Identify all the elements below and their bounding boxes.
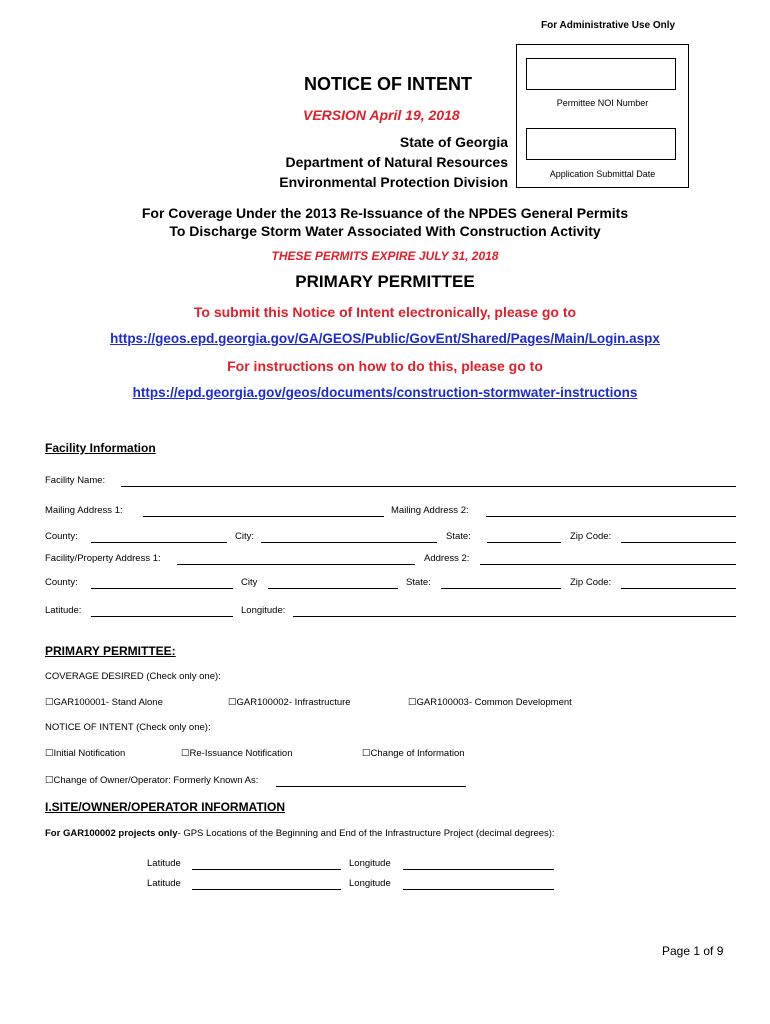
checkbox-icon[interactable]: ☐ bbox=[45, 748, 54, 759]
noi-change-info-label: Change of Information bbox=[370, 748, 465, 759]
admin-box bbox=[516, 44, 689, 188]
version-label: VERSION April 19, 2018 bbox=[303, 107, 460, 123]
mailing-address-1-field[interactable] bbox=[143, 516, 384, 517]
admin-use-label: For Administrative Use Only bbox=[541, 20, 676, 31]
longitude-label: Longitude: bbox=[241, 605, 286, 616]
page-title: NOTICE OF INTENT bbox=[304, 74, 472, 94]
primary-permittee-heading: PRIMARY PERMITTEE: bbox=[45, 644, 176, 658]
coverage-line-2: To Discharge Storm Water Associated With Construction Activity bbox=[169, 223, 601, 239]
checkbox-icon[interactable]: ☐ bbox=[408, 697, 417, 708]
gps-latitude-2-label: Latitude bbox=[147, 878, 181, 889]
city-label: City: bbox=[235, 531, 254, 542]
mailing-address-2-label: Mailing Address 2: bbox=[391, 505, 469, 516]
noi-change-owner-label: Change of Owner/Operator: Formerly Known As: bbox=[53, 775, 259, 786]
checkbox-icon[interactable]: ☐ bbox=[228, 697, 237, 708]
option-gar100003-label: GAR100003- Common Development bbox=[416, 697, 572, 708]
state-label: State: bbox=[446, 531, 471, 542]
page-number: Page 1 of 9 bbox=[662, 944, 724, 958]
gps-latitude-1-field[interactable] bbox=[192, 869, 341, 870]
gps-longitude-1-field[interactable] bbox=[403, 869, 554, 870]
noi-change-info[interactable] bbox=[362, 748, 465, 759]
state-field[interactable] bbox=[487, 542, 561, 543]
latitude-label: Latitude: bbox=[45, 605, 82, 616]
state-name: State of Georgia bbox=[399, 134, 508, 150]
zip-2-field[interactable] bbox=[621, 588, 736, 589]
instructions-link[interactable]: https://epd.georgia.gov/geos/documents/construction-stormwater-instructions bbox=[132, 385, 638, 400]
checkbox-icon[interactable]: ☐ bbox=[45, 775, 54, 786]
facility-heading: Facility Information bbox=[45, 441, 156, 455]
option-gar100001[interactable] bbox=[45, 697, 163, 708]
address-2-field[interactable] bbox=[480, 564, 736, 565]
mailing-address-2-field[interactable] bbox=[486, 516, 736, 517]
submittal-date-field[interactable] bbox=[526, 128, 676, 160]
gps-bold-text: For GAR100002 projects only bbox=[45, 828, 178, 839]
submit-text: To submit this Notice of Intent electronically, please go to bbox=[193, 304, 577, 320]
gps-rest-text: - GPS Locations of the Beginning and End of the Infrastructure Project (decimal degrees): bbox=[177, 828, 555, 839]
city-2-label: City bbox=[241, 577, 258, 588]
coverage-desired-label: COVERAGE DESIRED (Check only one): bbox=[45, 671, 221, 682]
noi-initial[interactable] bbox=[45, 748, 125, 759]
checkbox-icon[interactable]: ☐ bbox=[362, 748, 371, 759]
property-address-label: Facility/Property Address 1: bbox=[45, 553, 161, 564]
noi-reissuance[interactable] bbox=[181, 748, 293, 759]
county-field[interactable] bbox=[91, 542, 227, 543]
gps-longitude-1-label: Longitude bbox=[349, 858, 391, 869]
facility-name-field[interactable] bbox=[121, 486, 736, 487]
formerly-known-as-field[interactable] bbox=[276, 786, 466, 787]
option-gar100001-label: GAR100001- Stand Alone bbox=[53, 697, 163, 708]
noi-label: NOTICE OF INTENT (Check only one): bbox=[45, 722, 211, 733]
zip-field[interactable] bbox=[621, 542, 736, 543]
zip-label: Zip Code: bbox=[570, 531, 612, 542]
geos-login-link[interactable]: https://geos.epd.georgia.gov/GA/GEOS/Public/GovEnt/Shared/Pages/Main/Login.aspx bbox=[110, 331, 660, 346]
option-gar100003[interactable] bbox=[408, 697, 572, 708]
address-2-label: Address 2: bbox=[424, 553, 470, 564]
submittal-date-label: Application Submittal Date bbox=[549, 169, 656, 179]
property-address-field[interactable] bbox=[177, 564, 415, 565]
noi-initial-label: Initial Notification bbox=[53, 748, 126, 759]
latitude-field[interactable] bbox=[91, 616, 233, 617]
county-2-field[interactable] bbox=[91, 588, 233, 589]
city-2-field[interactable] bbox=[268, 588, 398, 589]
state-2-field[interactable] bbox=[441, 588, 561, 589]
instructions-text: For instructions on how to do this, please go to bbox=[227, 358, 543, 374]
checkbox-icon[interactable]: ☐ bbox=[45, 697, 54, 708]
gps-longitude-2-field[interactable] bbox=[403, 889, 554, 890]
longitude-field[interactable] bbox=[293, 616, 736, 617]
gps-instructions bbox=[45, 828, 555, 839]
option-gar100002-label: GAR100002- Infrastructure bbox=[236, 697, 351, 708]
option-gar100002[interactable] bbox=[228, 697, 351, 708]
county-2-label: County: bbox=[45, 577, 78, 588]
gps-longitude-2-label: Longitude bbox=[349, 878, 391, 889]
permittee-noi-field[interactable] bbox=[526, 58, 676, 90]
department-name: Department of Natural Resources bbox=[285, 154, 508, 170]
checkbox-icon[interactable]: ☐ bbox=[181, 748, 190, 759]
agency-block bbox=[279, 132, 508, 192]
gps-latitude-1-label: Latitude bbox=[147, 858, 181, 869]
expire-notice: THESE PERMITS EXPIRE JULY 31, 2018 bbox=[271, 249, 499, 263]
county-label: County: bbox=[45, 531, 78, 542]
facility-name-label: Facility Name: bbox=[45, 475, 106, 486]
coverage-line-1: For Coverage Under the 2013 Re-Issuance of the NPDES General Permits bbox=[141, 205, 629, 221]
gps-latitude-2-field[interactable] bbox=[192, 889, 341, 890]
mailing-address-1-label: Mailing Address 1: bbox=[45, 505, 123, 516]
city-field[interactable] bbox=[261, 542, 437, 543]
zip-2-label: Zip Code: bbox=[570, 577, 612, 588]
noi-reissuance-label: Re-Issuance Notification bbox=[189, 748, 293, 759]
coverage-heading bbox=[0, 204, 770, 240]
state-2-label: State: bbox=[406, 577, 431, 588]
division-name: Environmental Protection Division bbox=[279, 174, 508, 190]
site-owner-heading: I.SITE/OWNER/OPERATOR INFORMATION bbox=[45, 800, 285, 814]
permittee-noi-label: Permittee NOI Number bbox=[556, 98, 649, 108]
noi-change-owner[interactable] bbox=[45, 775, 258, 786]
primary-permittee-title: PRIMARY PERMITTEE bbox=[295, 272, 475, 291]
